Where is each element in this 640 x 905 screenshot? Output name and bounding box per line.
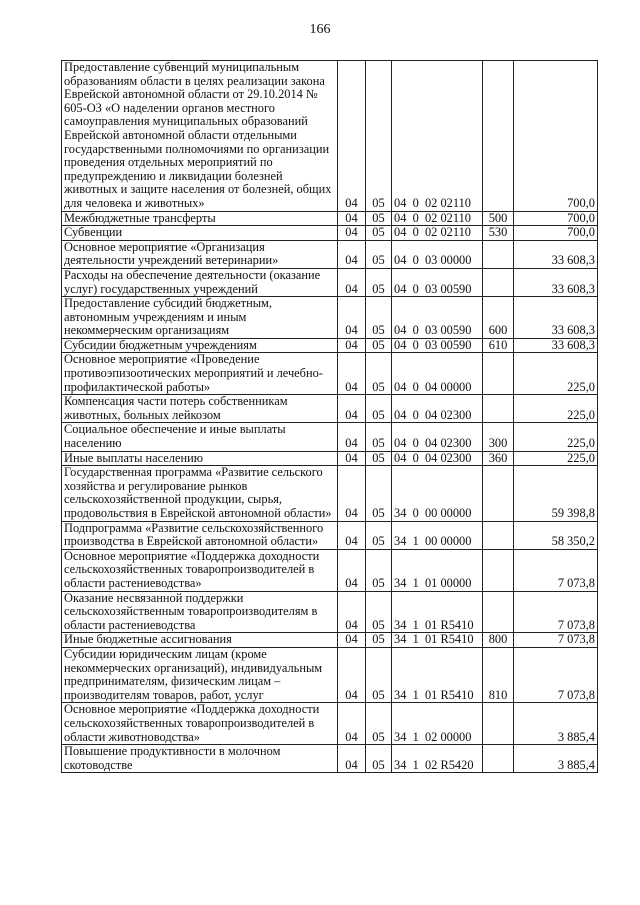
row-target-article-code: 04 0 04 02300 [392, 423, 483, 451]
row-section-code: 04 [338, 703, 366, 745]
table-row [62, 451, 598, 466]
row-section-code: 04 [338, 466, 366, 521]
row-name: Повышение продуктивности в молочном скотоводстве [62, 745, 338, 773]
table-row [62, 466, 598, 521]
row-name: Межбюджетные трансферты [62, 211, 338, 226]
row-expense-type-code [483, 268, 514, 296]
row-expense-type-code [483, 703, 514, 745]
row-target-article-code: 34 1 01 00000 [392, 549, 483, 591]
row-section-code: 04 [338, 549, 366, 591]
row-amount: 7 073,8 [514, 647, 598, 702]
table-row [62, 745, 598, 773]
row-subsection-code: 05 [366, 521, 392, 549]
row-section-code: 04 [338, 451, 366, 466]
table-row [62, 703, 598, 745]
row-target-article-code: 34 1 01 R5410 [392, 591, 483, 633]
row-section-code: 04 [338, 395, 366, 423]
row-subsection-code: 05 [366, 353, 392, 395]
table-row [62, 226, 598, 241]
row-section-code: 04 [338, 240, 366, 268]
row-expense-type-code [483, 395, 514, 423]
row-subsection-code: 05 [366, 268, 392, 296]
row-target-article-code: 34 1 01 R5410 [392, 647, 483, 702]
row-target-article-code: 34 1 02 R5420 [392, 745, 483, 773]
table-row [62, 240, 598, 268]
row-amount: 7 073,8 [514, 591, 598, 633]
row-name: Субсидии бюджетным учреждениям [62, 338, 338, 353]
row-subsection-code: 05 [366, 591, 392, 633]
row-section-code: 04 [338, 745, 366, 773]
row-amount: 7 073,8 [514, 633, 598, 648]
table-row [62, 423, 598, 451]
row-subsection-code: 05 [366, 338, 392, 353]
row-subsection-code: 05 [366, 549, 392, 591]
row-target-article-code: 04 0 03 00000 [392, 240, 483, 268]
row-name: Социальное обеспечение и иные выплаты населению [62, 423, 338, 451]
row-amount: 58 350,2 [514, 521, 598, 549]
row-amount: 33 608,3 [514, 338, 598, 353]
table-row [62, 633, 598, 648]
row-subsection-code: 05 [366, 647, 392, 702]
row-section-code: 04 [338, 211, 366, 226]
row-amount: 225,0 [514, 423, 598, 451]
table-row [62, 338, 598, 353]
row-amount: 33 608,3 [514, 268, 598, 296]
row-amount: 700,0 [514, 226, 598, 241]
row-subsection-code: 05 [366, 240, 392, 268]
row-subsection-code: 05 [366, 61, 392, 212]
row-expense-type-code [483, 61, 514, 212]
row-target-article-code: 04 0 03 00590 [392, 338, 483, 353]
row-target-article-code: 04 0 04 00000 [392, 353, 483, 395]
row-target-article-code: 04 0 04 02300 [392, 395, 483, 423]
row-expense-type-code [483, 745, 514, 773]
row-amount: 33 608,3 [514, 240, 598, 268]
row-section-code: 04 [338, 591, 366, 633]
page-number: 166 [309, 22, 331, 37]
table-row [62, 353, 598, 395]
row-subsection-code: 05 [366, 451, 392, 466]
row-amount: 3 885,4 [514, 703, 598, 745]
row-amount: 59 398,8 [514, 466, 598, 521]
row-name: Расходы на обеспечение деятельности (оказание услуг) государственных учреждений [62, 268, 338, 296]
table-row [62, 211, 598, 226]
row-subsection-code: 05 [366, 226, 392, 241]
row-name: Предоставление субвенций муниципальным образованиям области в целях реализации закона Еврейской автономной области от 29.10.2014 № 605-ОЗ «О наделении органов местного самоуправления муниципальных образований Еврейской автономной области отдельными государственными полномочиями по организации проведения отдельных мероприятий по предупреждению и ликвидации болезней животных и защите населения от болезней, общих для человека и животных» [62, 61, 338, 212]
row-target-article-code: 04 0 02 02110 [392, 226, 483, 241]
row-section-code: 04 [338, 297, 366, 339]
row-name: Компенсация части потерь собственникам животных, больных лейкозом [62, 395, 338, 423]
row-expense-type-code: 610 [483, 338, 514, 353]
row-target-article-code: 34 1 02 00000 [392, 703, 483, 745]
row-amount: 700,0 [514, 61, 598, 212]
row-amount: 3 885,4 [514, 745, 598, 773]
row-section-code: 04 [338, 338, 366, 353]
row-amount: 225,0 [514, 353, 598, 395]
row-amount: 33 608,3 [514, 297, 598, 339]
row-name: Предоставление субсидий бюджетным, автономным учреждениям и иным некоммерческим организациям [62, 297, 338, 339]
row-expense-type-code: 800 [483, 633, 514, 648]
row-expense-type-code [483, 466, 514, 521]
row-amount: 225,0 [514, 451, 598, 466]
row-name: Оказание несвязанной поддержки сельскохозяйственным товаропроизводителям в области растениеводства [62, 591, 338, 633]
row-expense-type-code: 500 [483, 211, 514, 226]
row-subsection-code: 05 [366, 297, 392, 339]
row-section-code: 04 [338, 633, 366, 648]
row-subsection-code: 05 [366, 395, 392, 423]
row-name: Основное мероприятие «Проведение противоэпизоотических мероприятий и лечебно-профилактической работы» [62, 353, 338, 395]
row-target-article-code: 04 0 03 00590 [392, 268, 483, 296]
row-amount: 700,0 [514, 211, 598, 226]
row-subsection-code: 05 [366, 703, 392, 745]
row-amount: 225,0 [514, 395, 598, 423]
row-target-article-code: 04 0 04 02300 [392, 451, 483, 466]
row-name: Субвенции [62, 226, 338, 241]
row-expense-type-code: 530 [483, 226, 514, 241]
row-section-code: 04 [338, 647, 366, 702]
row-section-code: 04 [338, 521, 366, 549]
row-expense-type-code [483, 521, 514, 549]
table-row [62, 521, 598, 549]
row-name: Основное мероприятие «Организация деятельности учреждений ветеринарии» [62, 240, 338, 268]
row-section-code: 04 [338, 353, 366, 395]
row-section-code: 04 [338, 226, 366, 241]
row-section-code: 04 [338, 61, 366, 212]
table-row [62, 61, 598, 212]
row-section-code: 04 [338, 268, 366, 296]
row-section-code: 04 [338, 423, 366, 451]
budget-table-body [62, 61, 598, 773]
row-name: Субсидии юридическим лицам (кроме некоммерческих организаций), индивидуальным предпринимателям, физическим лицам – производителям товаров, работ, услуг [62, 647, 338, 702]
budget-table [61, 60, 598, 773]
row-subsection-code: 05 [366, 745, 392, 773]
row-expense-type-code [483, 353, 514, 395]
row-amount: 7 073,8 [514, 549, 598, 591]
row-name: Основное мероприятие «Поддержка доходности сельскохозяйственных товаропроизводителей в области животноводства» [62, 703, 338, 745]
row-expense-type-code [483, 591, 514, 633]
table-row [62, 395, 598, 423]
table-row [62, 297, 598, 339]
row-subsection-code: 05 [366, 423, 392, 451]
row-subsection-code: 05 [366, 211, 392, 226]
row-name: Иные бюджетные ассигнования [62, 633, 338, 648]
row-target-article-code: 34 0 00 00000 [392, 466, 483, 521]
row-name: Иные выплаты населению [62, 451, 338, 466]
row-name: Государственная программа «Развитие сельского хозяйства и регулирование рынков сельскохозяйственной продукции, сырья, продовольствия в Еврейской автономной области» [62, 466, 338, 521]
row-target-article-code: 04 0 03 00590 [392, 297, 483, 339]
row-expense-type-code: 600 [483, 297, 514, 339]
row-subsection-code: 05 [366, 466, 392, 521]
row-name: Подпрограмма «Развитие сельскохозяйственного производства в Еврейской автономной области» [62, 521, 338, 549]
row-expense-type-code [483, 240, 514, 268]
row-target-article-code: 04 0 02 02110 [392, 211, 483, 226]
row-expense-type-code: 810 [483, 647, 514, 702]
row-name: Основное мероприятие «Поддержка доходности сельскохозяйственных товаропроизводителей в области растениеводства» [62, 549, 338, 591]
table-row [62, 549, 598, 591]
row-target-article-code: 34 1 00 00000 [392, 521, 483, 549]
row-expense-type-code: 360 [483, 451, 514, 466]
table-row [62, 647, 598, 702]
row-subsection-code: 05 [366, 633, 392, 648]
row-expense-type-code: 300 [483, 423, 514, 451]
row-target-article-code: 34 1 01 R5410 [392, 633, 483, 648]
row-target-article-code: 04 0 02 02110 [392, 61, 483, 212]
row-expense-type-code [483, 549, 514, 591]
table-row [62, 268, 598, 296]
table-row [62, 591, 598, 633]
